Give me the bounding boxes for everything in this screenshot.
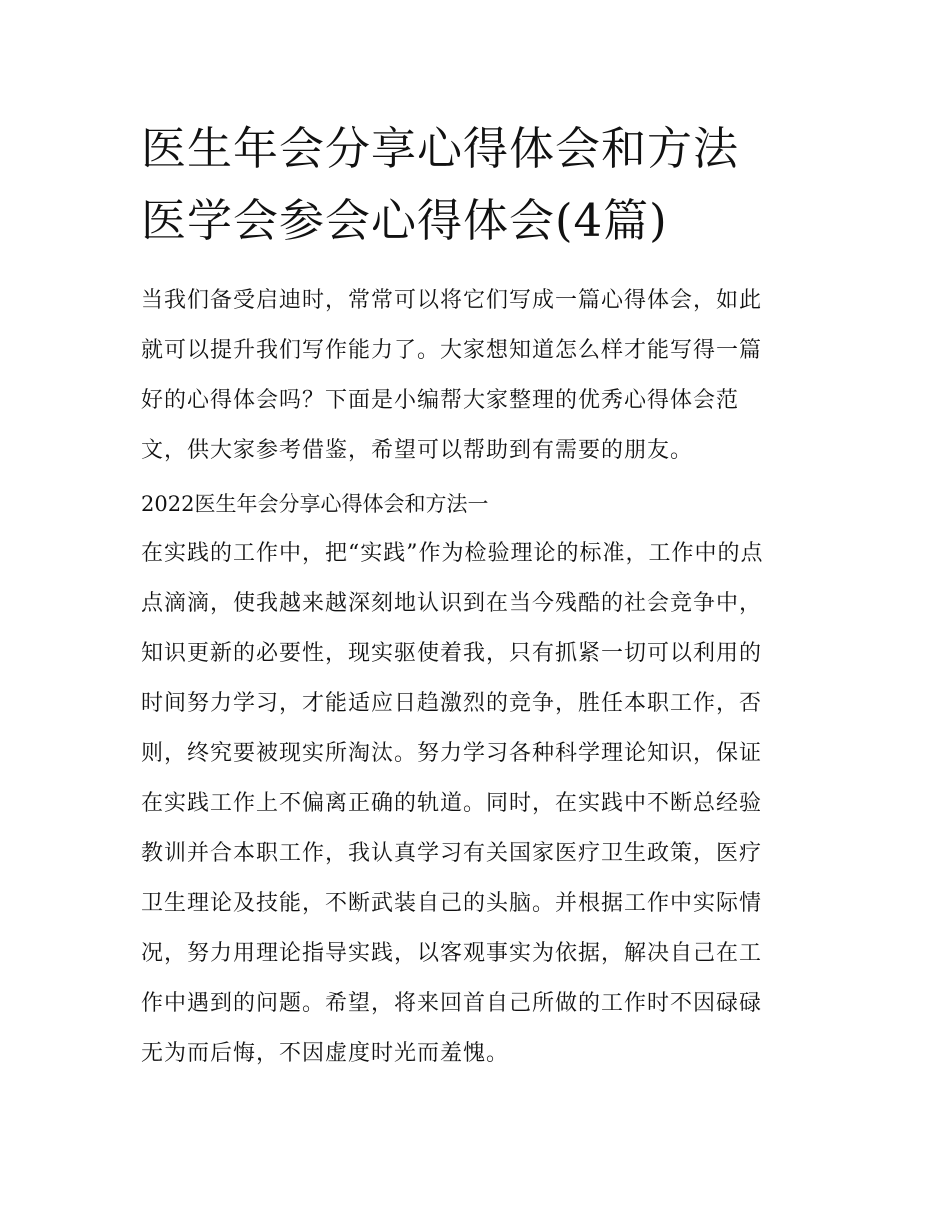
body-paragraph <box>141 529 813 1079</box>
text-line: 就可以提升我们写作能力了。大家想知道怎么样才能写得一篇 <box>141 338 763 363</box>
text-line: 在实践的工作中，把“实践”作为检验理论的标准，工作中的点 <box>141 541 764 566</box>
text-line: 好的心得体会吗？下面是小编帮大家整理的优秀心得体会范 <box>141 388 740 413</box>
text-line: 无为而后悔，不因虚度时光而羞愧。 <box>141 1041 510 1066</box>
text-line: 点滴滴，使我越来越深刻地认识到在当今残酷的社会竞争中， <box>141 591 763 616</box>
text-line: 则，终究要被现实所淘汰。努力学习各种科学理论知识，保证 <box>141 741 763 766</box>
text-line: 卫生理论及技能，不断武装自己的头脑。并根据工作中实际情 <box>141 891 763 916</box>
text-line: 作中遇到的问题。希望，将来回首自己所做的工作时不因碌碌 <box>141 991 763 1016</box>
document-title <box>141 113 821 257</box>
title-line: 医学会参会心得体会(4篇) <box>141 194 668 247</box>
title-line: 医生年会分享心得体会和方法 <box>141 122 740 175</box>
text-line: 教训并合本职工作，我认真学习有关国家医疗卫生政策，医疗 <box>141 841 763 866</box>
text-line: 文，供大家参考借鉴，希望可以帮助到有需要的朋友。 <box>141 438 694 463</box>
text-line: 知识更新的必要性，现实驱使着我，只有抓紧一切可以利用的 <box>141 641 763 666</box>
section-heading: 2022医生年会分享心得体会和方法一 <box>141 492 489 516</box>
intro-paragraph <box>141 276 813 476</box>
text-line: 在实践工作上不偏离正确的轨道。同时，在实践中不断总经验 <box>141 791 763 816</box>
text-line: 当我们备受启迪时，常常可以将它们写成一篇心得体会，如此 <box>141 288 763 313</box>
text-line: 时间努力学习，才能适应日趋激烈的竞争，胜任本职工作，否 <box>141 691 763 716</box>
text-line: 况，努力用理论指导实践，以客观事实为依据，解决自己在工 <box>141 941 763 966</box>
